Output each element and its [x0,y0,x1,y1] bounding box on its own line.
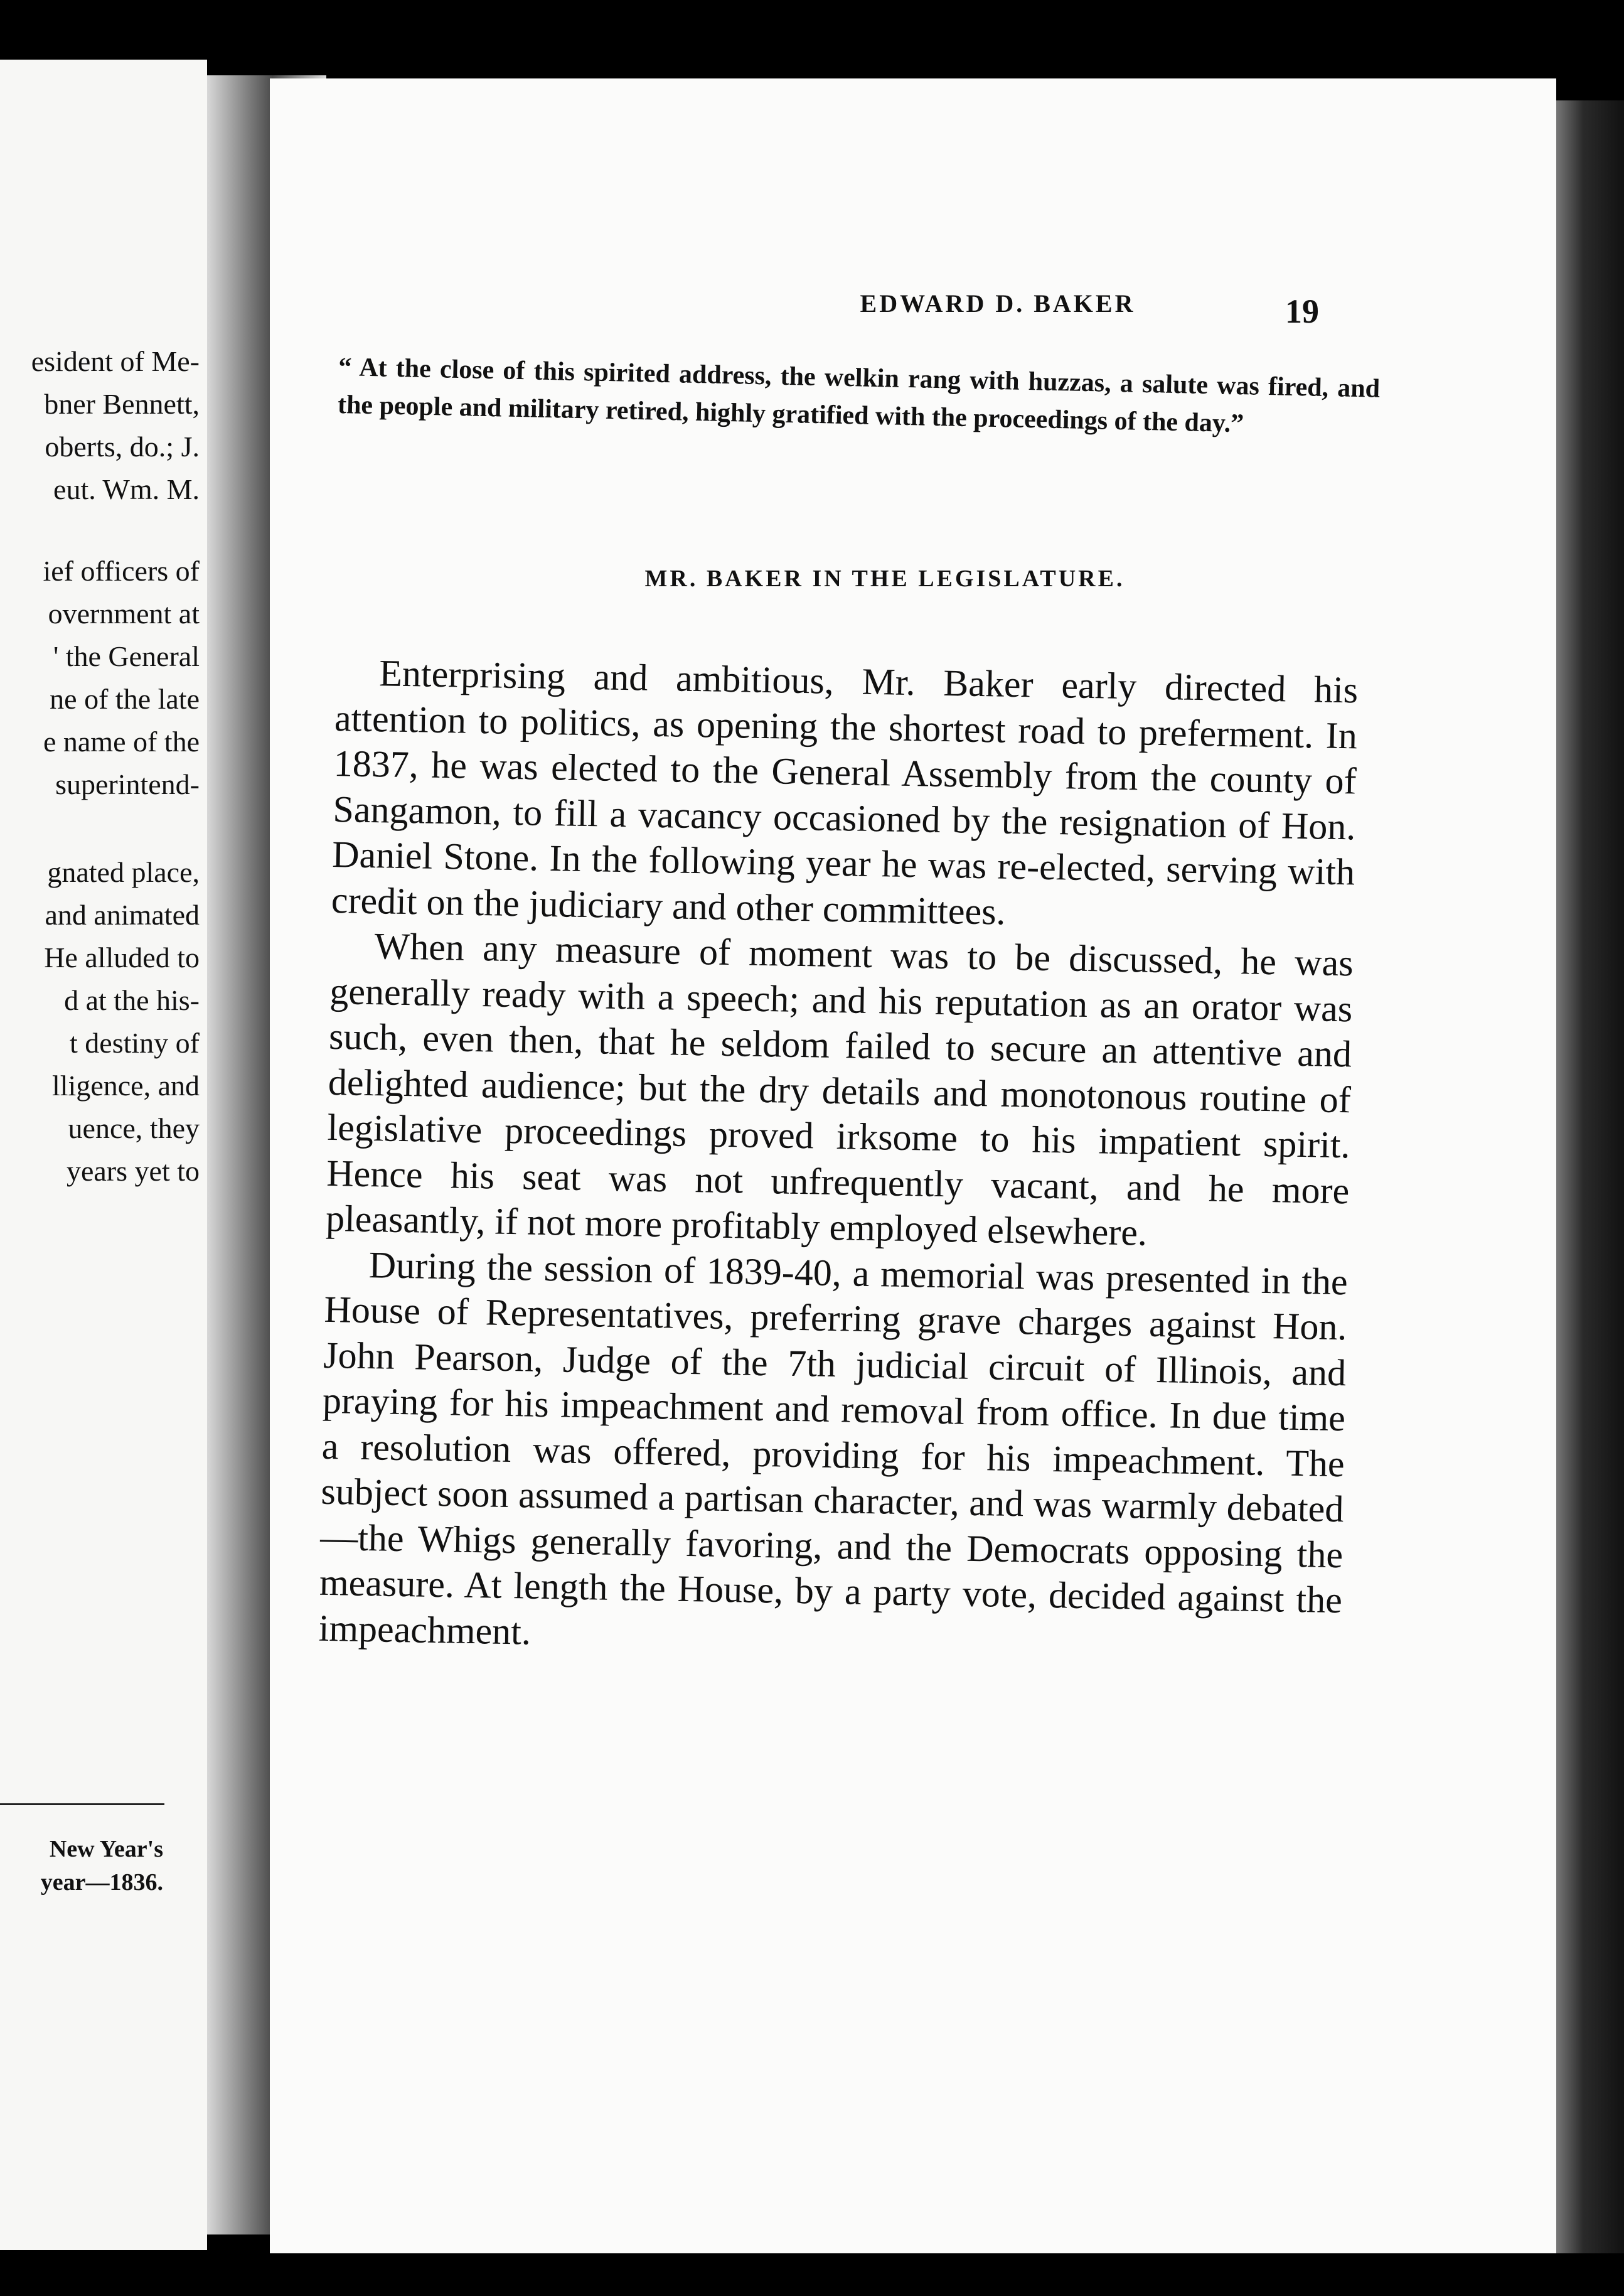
left-page-line: gnated place, [47,856,200,888]
page-number: 19 [1285,292,1319,330]
left-page-line: overnment at [48,598,200,630]
left-page-line: He alluded to [44,941,200,974]
left-page-line: ' the General [53,640,200,672]
body-text [318,650,1359,1668]
left-page-line: oberts, do.; J. [45,431,200,463]
left-page-line: ief officers of [43,555,200,587]
left-page-line: d at the his- [64,984,200,1016]
left-page-line: ne of the late [50,683,200,715]
left-page-line: t destiny of [70,1027,200,1059]
left-footnote-line: New Year's [49,1836,163,1862]
left-footnote-line: year—1836. [40,1869,163,1896]
left-page-line: and animated [45,899,200,931]
left-page-line: uence, they [68,1112,200,1144]
running-head: EDWARD D. BAKER [860,289,1136,318]
left-page-line: bner Bennett, [44,388,200,420]
paragraph: When any measure of moment was to be discussed, he was generally ready with a speech; and his reputation as an orator was such, even then, that he seldom failed to secure an attentive and delighted audience; but the dry details and monotonous routine of legislative proceedings proved irksome to his impatient spirit. Hence his seat was not unfrequently vacant, and he more pleasantly, if not more profitably employed elsewhere. [325,925,1354,1253]
left-page-line: e name of the [43,726,200,758]
paragraph: During the session of 1839-40, a memorial was presented in the House of Representatives, preferring grave charges against Hon. John Pearson, Judge of the 7th judicial circuit of Illinois, and praying for his impeachment and removal from office. In due time a resolution was offered, providing for his impeachment. The subject soon assumed a partisan character, and was warmly debated—the Whigs generally favoring, and the Democrats opposing the measure. At length the House, by a party vote, decided against the impeachment. [318,1243,1349,1653]
section-heading: MR. BAKER IN THE LEGISLATURE. [644,566,1125,592]
left-page-line: eut. Wm. M. [53,473,200,505]
footnote-rule [0,1803,164,1805]
quoted-passage: “ At the close of this spirited address, the welkin rang with huzzas, a salute was fired, and the people and military retired, highly gratified with the proceedings of the day.” [337,352,1381,439]
right-page [270,78,1556,2253]
left-page-line: lligence, and [51,1070,200,1102]
page-edge-shadow [1556,100,1624,2253]
left-page-line: superintend- [55,768,200,800]
left-facing-page [0,60,207,2250]
left-page-line: years yet to [66,1155,200,1187]
left-page-line: esident of Me- [31,345,200,377]
paragraph: Enterprising and ambitious, Mr. Baker early directed his attention to politics, as opening the shortest road to preferment. In 1837, he was elected to the General Assembly from the county of Sangamon, to fill a vacancy occasioned by the resignation of Hon. Daniel Stone. In the following year he was re-elected, serving with credit on the judiciary and other committees. [331,652,1359,933]
